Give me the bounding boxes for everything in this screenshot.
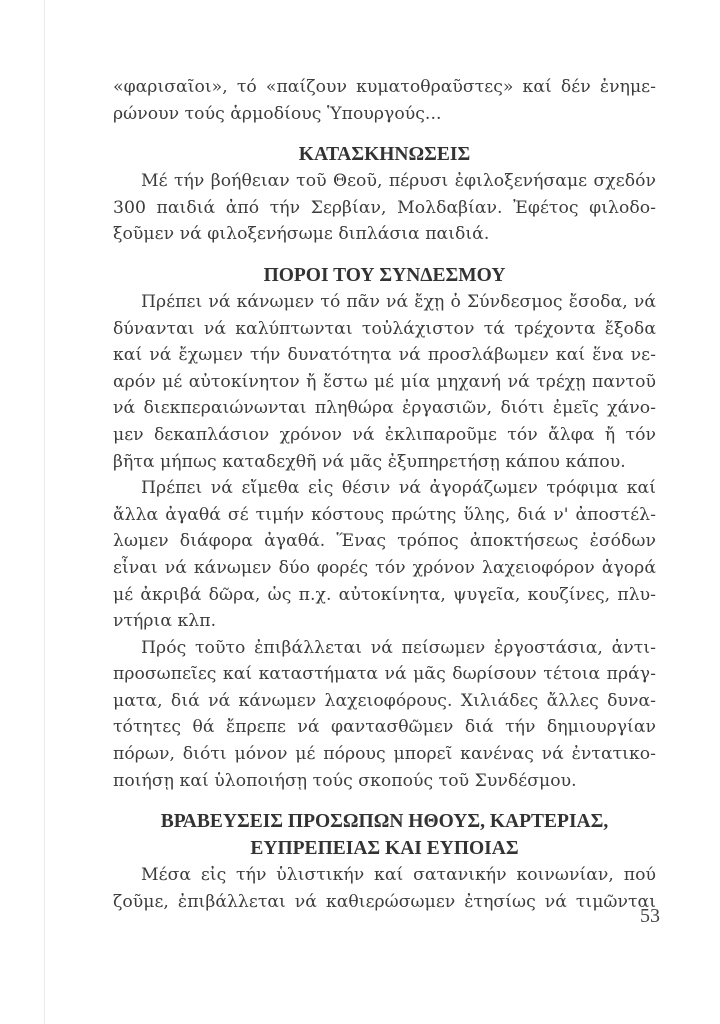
text-line: εἶναι νά κάνωμεν δύο φορές τόν χρόνον λαχειοφόρον ἀγορά [113,557,656,578]
text-line: καί νά ἔχωμεν τήν δυνατότητα νά προσλάβωμεν καί ἕνα νε- [113,345,656,366]
text-line: Πρέπει νά κάνωμεν τό πᾶν νά ἔχῃ ὁ Σύνδεσμος ἔσοδα, νά [141,291,656,312]
text-line: λωμεν διάφορα ἀγαθά. Ἕνας τρόπος ἀποκτήσεως ἐσόδων [113,531,656,552]
book-page [113,74,656,915]
text-line: δύνανται νά καλύπτωνται τοὐλάχιστον τά τρέχοντα ἔξοδα [113,318,656,339]
text-line: «φαρισαῖοι», τό «παίζουν κυματοθραῦστες» καί δέν ἐνημε- [113,77,656,97]
section-resources [113,262,656,794]
text-line: ἄλλα ἀγαθά σέ τιμήν κόστους πρώτης ὕλης, διά ν' ἀποστέλ- [113,504,656,525]
text-line: νά διεκπεραιώνωνται πληθώρα ἐργασιῶν, διότι ἐμεῖς χάνο- [113,398,656,419]
text-line: Πρέπει νά εἴμεθα εἰς θέσιν νά ἀγοράζωμεν τρόφιμα καί [141,478,656,499]
text-line: προσωπεῖες καί καταστήματα νά μᾶς δωρίσουν τέτοια πράγ- [113,664,656,685]
intro-paragraph [113,74,656,127]
section-heading: ΠΟΡΟΙ ΤΟΥ ΣΥΝΔΕΣΜΟΥ [263,264,506,286]
text-line: Μέσα εἰς τήν ὑλιστικήν καί σατανικήν κοινωνίαν, πού [141,865,656,886]
text-line: πόρων, διότι μόνον μέ πόρους μπορεῖ κανένας νά ἐντατικο- [113,744,656,765]
text-line: Πρός τοῦτο ἐπιβάλλεται νά πείσωμεν ἐργοστάσια, ἀντι- [141,637,656,658]
text-line: αρόν μέ αὐτοκίνητον ἤ ἔστω μέ μία μηχανή νά τρέχῃ παντοῦ [113,371,656,392]
text-line: μέ ἀκριβά δῶρα, ὡς π.χ. αὐτοκίνητα, ψυγεῖα, κουζίνες, πλυ- [113,584,656,605]
page-number: 53 [640,905,660,927]
section-camps [113,141,656,248]
text-line: ματα, διά νά κάνωμεν λαχειοφόρους. Χιλιάδες ἄλλες δυνα- [113,690,656,711]
text-line: ζοῦμε, ἐπιβάλλεται νά καθιερώσωμεν ἐτησίως νά τιμῶνται [113,891,656,912]
section-heading: ΕΥΠΡΕΠΕΙΑΣ ΚΑΙ ΕΥΠΟΙΑΣ [250,838,519,860]
text-line: βῆτα μήπως καταδεχθῆ νά μᾶς ἐξυπηρετήσῃ κάπου κάπου. [113,451,626,472]
text-line: ρώνουν τούς ἁρμοδίους Ὑπουργούς... [113,103,442,124]
text-line: ξοῦμεν νά φιλοξενήσωμε διπλάσια παιδιά. [113,224,490,245]
text-line: ποιήσῃ καί ὑλοποιήσῃ τούς σκοπούς τοῦ Συνδέσμου. [113,770,577,791]
text-line: 300 παιδιά ἀπό τήν Σερβίαν, Μολδαβίαν. Ἐφέτος φιλοδο- [113,197,656,218]
section-heading: ΚΑΤΑΣΚΗΝΩΣΕΙΣ [298,144,471,166]
text-line: ντήρια κλπ. [113,611,217,632]
text-line: Μέ τήν βοήθειαν τοῦ Θεοῦ, πέρυσι ἐφιλοξενήσαμε σχεδόν [141,171,656,192]
section-heading: ΒΡΑΒΕΥΣΕΙΣ ΠΡΟΣΩΠΩΝ ΗΘΟΥΣ, ΚΑΡΤΕΡΙΑΣ, [160,811,609,833]
text-line: μεν δεκαπλάσιον χρόνον νά ἐκλιπαροῦμε τόν ἄλφα ἤ τόν [113,424,656,445]
text-line: τότητες θά ἔπρεπε νά φαντασθῶμεν διά τήν δημιουργίαν [113,717,656,738]
section-awards [113,808,656,915]
torn-page-edge [44,0,49,1024]
